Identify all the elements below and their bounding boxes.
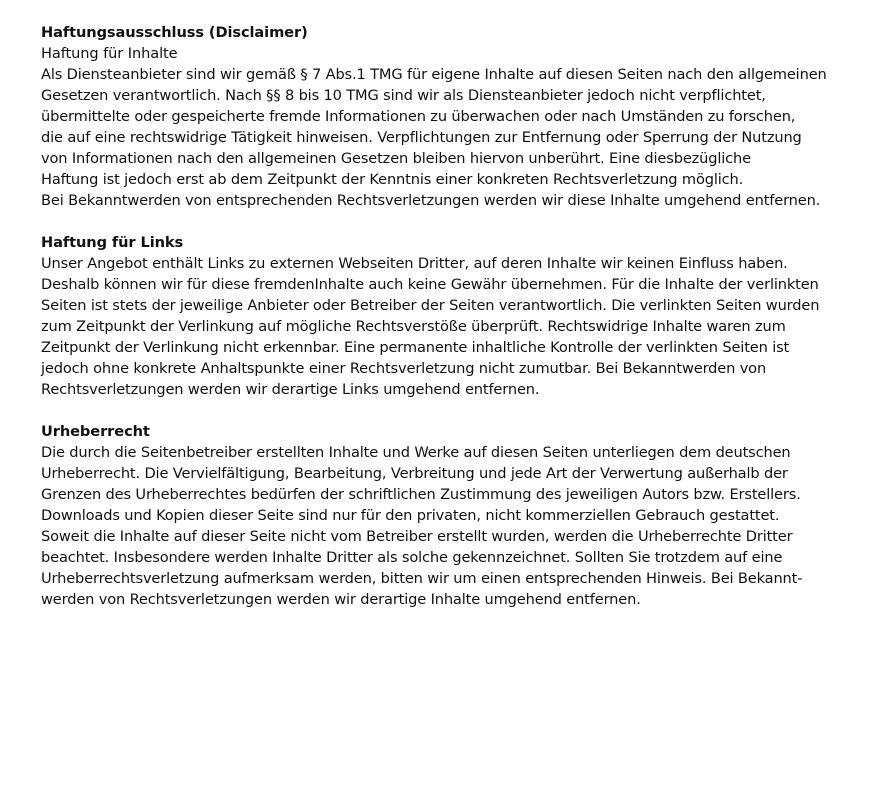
paragraph-line: Rechtsverletzungen werden wir derartige Links umgehend entfernen. (41, 381, 540, 398)
paragraph-line: Downloads und Kopien dieser Seite sind nur für den privaten, nicht kommerziellen Gebrauch gestattet. (41, 507, 780, 524)
paragraph-line: beachtet. Insbesondere werden Inhalte Dritter als solche gekennzeichnet. Sollten Sie trotzdem auf eine (41, 549, 783, 566)
section-title: Haftung für Links (41, 234, 184, 251)
paragraph-line: von Informationen nach den allgemeinen Gesetzen bleiben hiervon unberührt. Eine diesbezügliche (41, 150, 751, 167)
paragraph-line: werden von Rechtsverletzungen werden wir derartige Inhalte umgehend entfernen. (41, 591, 641, 608)
paragraph-line: Haftung ist jedoch erst ab dem Zeitpunkt der Kenntnis einer konkreten Rechtsverletzung möglich. (41, 171, 744, 188)
paragraph-line: Gesetzen verantwortlich. Nach §§ 8 bis 10 TMG sind wir als Diensteanbieter jedoch nicht verpflichtet, (41, 87, 766, 104)
paragraph-line: Seiten ist stets der jeweilige Anbieter oder Betreiber der Seiten verantwortlich. Die verlinkten Seiten wurden (41, 297, 820, 314)
paragraph-line: zum Zeitpunkt der Verlinkung auf mögliche Rechtsverstöße überprüft. Rechtswidrige Inhalte waren zum (41, 318, 786, 335)
section-disclaimer (41, 22, 841, 211)
paragraph-line: Urheberrechtsverletzung aufmerksam werden, bitten wir um einen entsprechenden Hinweis. Bei Bekannt- (41, 570, 803, 587)
paragraph-line: Deshalb können wir für diese fremdenInhalte auch keine Gewähr übernehmen. Für die Inhalte der verlinkten (41, 276, 819, 293)
paragraph-line: Grenzen des Urheberrechtes bedürfen der schriftlichen Zustimmung des jeweiligen Autors bzw. Erstellers. (41, 486, 801, 503)
section-subtitle: Haftung für Inhalte (41, 45, 178, 62)
section-copyright (41, 421, 841, 610)
section-paragraph (41, 442, 841, 610)
section-paragraph (41, 253, 841, 400)
section-links (41, 232, 841, 400)
paragraph-line: übermittelte oder gespeicherte fremde Informationen zu überwachen oder nach Umständen zu forschen, (41, 108, 796, 125)
paragraph-line: Als Diensteanbieter sind wir gemäß § 7 Abs.1 TMG für eigene Inhalte auf diesen Seiten nach den allgemeinen (41, 66, 827, 83)
paragraph-line: die auf eine rechtswidrige Tätigkeit hinweisen. Verpflichtungen zur Entfernung oder Sperrung der Nutzung (41, 129, 802, 146)
paragraph-line: Unser Angebot enthält Links zu externen Webseiten Dritter, auf deren Inhalte wir keinen Einfluss haben. (41, 255, 788, 272)
section-title: Urheberrecht (41, 423, 150, 440)
section-paragraph (41, 64, 841, 211)
section-title: Haftungsausschluss (Disclaimer) (41, 24, 308, 41)
disclaimer-content (41, 22, 841, 631)
paragraph-line: Die durch die Seitenbetreiber erstellten Inhalte und Werke auf diesen Seiten unterliegen dem deutschen (41, 444, 791, 461)
paragraph-line: Soweit die Inhalte auf dieser Seite nicht vom Betreiber erstellt wurden, werden die Urheberrechte Dritter (41, 528, 793, 545)
paragraph-line: Zeitpunkt der Verlinkung nicht erkennbar. Eine permanente inhaltliche Kontrolle der verlinkten Seiten ist (41, 339, 790, 356)
paragraph-line: jedoch ohne konkrete Anhaltspunkte einer Rechtsverletzung nicht zumutbar. Bei Bekanntwerden von (41, 360, 767, 377)
paragraph-line: Urheberrecht. Die Vervielfältigung, Bearbeitung, Verbreitung und jede Art der Verwertung außerhalb der (41, 465, 788, 482)
paragraph-line: Bei Bekanntwerden von entsprechenden Rechtsverletzungen werden wir diese Inhalte umgehend entfernen. (41, 192, 821, 209)
